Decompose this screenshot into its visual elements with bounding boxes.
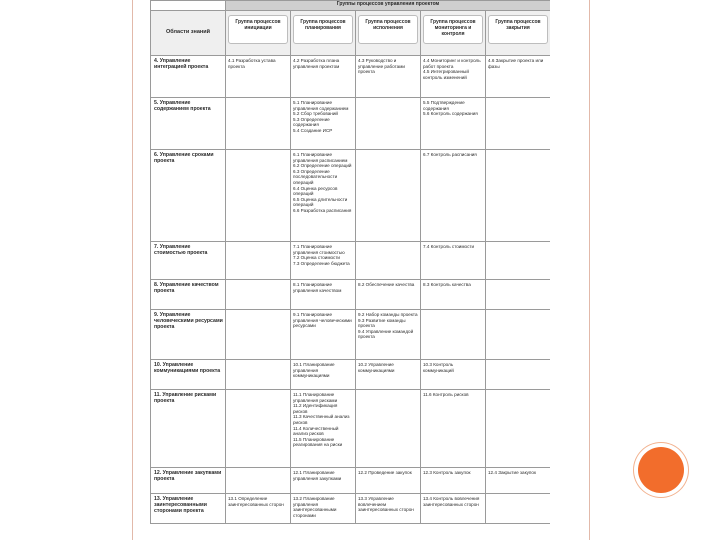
table-body bbox=[151, 56, 551, 524]
process-cell bbox=[356, 98, 421, 150]
process-cell: 4.6 Закрытие проекта или фазы bbox=[486, 56, 551, 98]
process-cell bbox=[226, 310, 291, 360]
process-cell: 4.1 Разработка устава проекта bbox=[226, 56, 291, 98]
process-cell bbox=[486, 242, 551, 280]
knowledge-area-cell: 10. Управление коммуникациями проекта bbox=[151, 360, 226, 390]
process-cell: 8.1 Планирование управления качеством bbox=[291, 280, 356, 310]
process-cell: 7.4 Контроль стоимости bbox=[421, 242, 486, 280]
table-row bbox=[151, 280, 551, 310]
process-cell: 10.2 Управление коммуникациями bbox=[356, 360, 421, 390]
process-cell bbox=[486, 390, 551, 468]
process-cell bbox=[356, 150, 421, 242]
process-cell: 11.6 Контроль рисков bbox=[421, 390, 486, 468]
process-cell: 13.3 Управление вовлечением заинтересованных сторон bbox=[356, 494, 421, 524]
knowledge-area-cell: 8. Управление качеством проекта bbox=[151, 280, 226, 310]
process-cell: 4.3 Руководство и управление работами проекта bbox=[356, 56, 421, 98]
process-cell: 9.2 Набор команды проекта 9.3 Развитие команды проекта 9.4 Управление командой проекта bbox=[356, 310, 421, 360]
process-groups-table bbox=[150, 0, 550, 524]
process-cell: 12.1 Планирование управления закупками bbox=[291, 468, 356, 494]
knowledge-area-cell: 13. Управление заинтересованными сторонами проекта bbox=[151, 494, 226, 524]
table-row bbox=[151, 310, 551, 360]
group-header-initiation: Группа процессов инициации bbox=[228, 15, 288, 44]
group-header-cell bbox=[486, 11, 551, 56]
process-cell: 10.3 Контроль коммуникаций bbox=[421, 360, 486, 390]
table-row bbox=[151, 150, 551, 242]
process-cell: 13.1 Определение заинтересованных сторон bbox=[226, 494, 291, 524]
process-cell: 8.3 Контроль качества bbox=[421, 280, 486, 310]
process-cell bbox=[486, 150, 551, 242]
process-cell: 9.1 Планирование управления человеческими ресурсами bbox=[291, 310, 356, 360]
group-header-cell bbox=[356, 11, 421, 56]
process-cell bbox=[226, 360, 291, 390]
process-cell bbox=[226, 390, 291, 468]
knowledge-area-cell: 12. Управление закупками проекта bbox=[151, 468, 226, 494]
table-row bbox=[151, 242, 551, 280]
decorative-orange-circle bbox=[638, 447, 684, 493]
table-row bbox=[151, 390, 551, 468]
group-header-row bbox=[151, 11, 551, 56]
process-cell bbox=[486, 98, 551, 150]
knowledge-area-cell: 11. Управление рисками проекта bbox=[151, 390, 226, 468]
table-row bbox=[151, 468, 551, 494]
group-header-executing: Группа процессов исполнения bbox=[358, 15, 418, 44]
knowledge-area-cell: 7. Управление стоимостью проекта bbox=[151, 242, 226, 280]
process-cell bbox=[226, 468, 291, 494]
process-cell bbox=[226, 280, 291, 310]
group-header-planning: Группа процессов планирования bbox=[293, 15, 353, 44]
table-row bbox=[151, 360, 551, 390]
process-cell bbox=[486, 310, 551, 360]
process-cell: 13.4 Контроль вовлечения заинтересованных сторон bbox=[421, 494, 486, 524]
process-cell: 10.1 Планирование управления коммуникациями bbox=[291, 360, 356, 390]
table-row bbox=[151, 56, 551, 98]
title-blank-cell bbox=[151, 1, 226, 11]
process-cell bbox=[226, 150, 291, 242]
process-cell: 12.2 Проведение закупок bbox=[356, 468, 421, 494]
process-cell: 4.4 Мониторинг и контроль работ проекта 4.5 Интегрированный контроль изменений bbox=[421, 56, 486, 98]
table-title: Группы процессов управления проектом bbox=[226, 1, 551, 11]
process-cell: 5.1 Планирование управления содержанием 5.2 Сбор требований 5.3 Определение содержания 5.4 Создание ИСР bbox=[291, 98, 356, 150]
process-cell bbox=[486, 280, 551, 310]
process-cell: 7.1 Планирование управления стоимостью 7.2 Оценка стоимости 7.3 Определение бюджета bbox=[291, 242, 356, 280]
left-border-line bbox=[132, 0, 133, 540]
group-header-closing: Группа процессов закрытия bbox=[488, 15, 548, 44]
right-border-line bbox=[589, 0, 590, 540]
process-cell: 11.1 Планирование управления рисками 11.2 Идентификация рисков 11.3 Качественный анализ рисков 11.4 Количественный анализ рисков 11.5 Планирование реагирования на риски bbox=[291, 390, 356, 468]
table-row bbox=[151, 98, 551, 150]
process-cell: 13.2 Планирование управления заинтересованными сторонами bbox=[291, 494, 356, 524]
process-cell: 12.3 Контроль закупок bbox=[421, 468, 486, 494]
area-header: Области знаний bbox=[151, 11, 226, 56]
process-cell bbox=[486, 360, 551, 390]
knowledge-area-cell: 6. Управление сроками проекта bbox=[151, 150, 226, 242]
process-cell bbox=[226, 98, 291, 150]
process-cell bbox=[356, 242, 421, 280]
process-cell bbox=[486, 494, 551, 524]
process-cell: 12.4 Закрытие закупок bbox=[486, 468, 551, 494]
process-cell: 6.7 Контроль расписания bbox=[421, 150, 486, 242]
process-table-document bbox=[150, 0, 550, 540]
group-header-cell bbox=[226, 11, 291, 56]
process-cell: 6.1 Планирование управления расписанием 6.2 Определение операций 6.3 Определение последовательности операций 6.4 Оценка ресурсов операций 6.5 Оценка длительности операций 6.6 Разработка расписания bbox=[291, 150, 356, 242]
knowledge-area-cell: 5. Управление содержанием проекта bbox=[151, 98, 226, 150]
group-header-cell bbox=[291, 11, 356, 56]
process-cell: 8.2 Обеспечение качества bbox=[356, 280, 421, 310]
knowledge-area-cell: 4. Управление интеграцией проекта bbox=[151, 56, 226, 98]
process-cell: 4.2 Разработка плана управления проектом bbox=[291, 56, 356, 98]
process-cell bbox=[421, 310, 486, 360]
process-cell: 5.5 Подтверждение содержания 5.6 Контроль содержания bbox=[421, 98, 486, 150]
table-row bbox=[151, 494, 551, 524]
knowledge-area-cell: 9. Управление человеческими ресурсами проекта bbox=[151, 310, 226, 360]
group-header-cell bbox=[421, 11, 486, 56]
process-cell bbox=[356, 390, 421, 468]
process-cell bbox=[226, 242, 291, 280]
group-header-monitoring: Группа процессов мониторинга и контроля bbox=[423, 15, 483, 44]
table-title-row bbox=[151, 1, 551, 11]
